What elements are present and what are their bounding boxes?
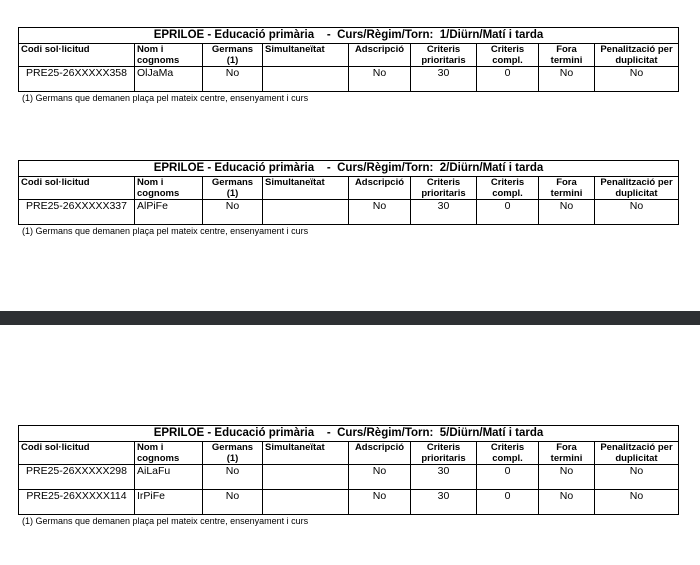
column-header: Penalització per duplicitat [595, 442, 679, 465]
cell-adscripcio: No [349, 67, 411, 92]
footnote: (1) Germans que demanen plaça pel mateix centre, ensenyament i curs [22, 516, 309, 526]
section-title: EPRILOE - Educació primària - Curs/Règim/Torn: 5/Diürn/Matí i tarda [18, 425, 679, 441]
column-header: Codi sol·licitud [19, 442, 135, 465]
column-header: Criteris prioritaris [411, 442, 477, 465]
header-row [19, 44, 679, 67]
header-row [19, 442, 679, 465]
column-header: Nom i cognoms [135, 442, 203, 465]
column-header: Nom i cognoms [135, 177, 203, 200]
cell-prioritaris: 30 [411, 490, 477, 515]
column-header: Fora termini [539, 177, 595, 200]
cell-germans: No [203, 200, 263, 225]
cell-fora: No [539, 465, 595, 490]
block-2 [18, 160, 679, 237]
cell-prioritaris: 30 [411, 465, 477, 490]
cell-prioritaris: 30 [411, 200, 477, 225]
block-3 [18, 425, 679, 527]
column-header: Fora termini [539, 442, 595, 465]
cell-penal: No [595, 490, 679, 515]
column-header: Criteris prioritaris [411, 44, 477, 67]
column-header: Penalització per duplicitat [595, 177, 679, 200]
column-header: Simultaneïtat [263, 442, 349, 465]
results-table [18, 43, 679, 92]
column-header: Criteris compl. [477, 177, 539, 200]
cell-fora: No [539, 67, 595, 92]
results-table [18, 441, 679, 515]
cell-penal: No [595, 67, 679, 92]
cell-nom: IrPiFe [135, 490, 203, 515]
cell-codi: PRE25-26XXXXX337 [19, 200, 135, 225]
cell-compl: 0 [477, 465, 539, 490]
results-table [18, 176, 679, 225]
cell-nom: OlJaMa [135, 67, 203, 92]
block-1 [18, 27, 679, 104]
column-header: Criteris compl. [477, 44, 539, 67]
cell-adscripcio: No [349, 200, 411, 225]
cell-nom: AiLaFu [135, 465, 203, 490]
cell-simultaneitat [263, 490, 349, 515]
column-header: Fora termini [539, 44, 595, 67]
column-header: Criteris compl. [477, 442, 539, 465]
cell-germans: No [203, 490, 263, 515]
table-row [19, 465, 679, 490]
column-header: Germans (1) [203, 44, 263, 67]
column-header: Adscripció [349, 44, 411, 67]
column-header: Criteris prioritaris [411, 177, 477, 200]
column-header: Codi sol·licitud [19, 177, 135, 200]
cell-fora: No [539, 490, 595, 515]
column-header: Penalització per duplicitat [595, 44, 679, 67]
cell-compl: 0 [477, 490, 539, 515]
footnote: (1) Germans que demanen plaça pel mateix centre, ensenyament i curs [22, 226, 309, 236]
cell-adscripcio: No [349, 465, 411, 490]
table-row [19, 200, 679, 225]
cell-nom: AlPiFe [135, 200, 203, 225]
column-header: Germans (1) [203, 442, 263, 465]
cell-compl: 0 [477, 200, 539, 225]
cell-adscripcio: No [349, 490, 411, 515]
cell-codi: PRE25-26XXXXX114 [19, 490, 135, 515]
cell-penal: No [595, 465, 679, 490]
cell-simultaneitat [263, 465, 349, 490]
table-row [19, 490, 679, 515]
column-header: Adscripció [349, 177, 411, 200]
cell-codi: PRE25-26XXXXX358 [19, 67, 135, 92]
cell-penal: No [595, 200, 679, 225]
column-header: Adscripció [349, 442, 411, 465]
section-title: EPRILOE - Educació primària - Curs/Règim/Torn: 1/Diürn/Matí i tarda [18, 27, 679, 43]
column-header: Codi sol·licitud [19, 44, 135, 67]
section-title: EPRILOE - Educació primària - Curs/Règim/Torn: 2/Diürn/Matí i tarda [18, 160, 679, 176]
cell-simultaneitat [263, 200, 349, 225]
table-row [19, 67, 679, 92]
column-header: Nom i cognoms [135, 44, 203, 67]
header-row [19, 177, 679, 200]
footnote: (1) Germans que demanen plaça pel mateix centre, ensenyament i curs [22, 93, 309, 103]
cell-prioritaris: 30 [411, 67, 477, 92]
cell-compl: 0 [477, 67, 539, 92]
cell-codi: PRE25-26XXXXX298 [19, 465, 135, 490]
column-header: Simultaneïtat [263, 177, 349, 200]
column-header: Germans (1) [203, 177, 263, 200]
cell-germans: No [203, 465, 263, 490]
cell-simultaneitat [263, 67, 349, 92]
column-header: Simultaneïtat [263, 44, 349, 67]
cell-germans: No [203, 67, 263, 92]
page-separator [0, 311, 700, 325]
cell-fora: No [539, 200, 595, 225]
